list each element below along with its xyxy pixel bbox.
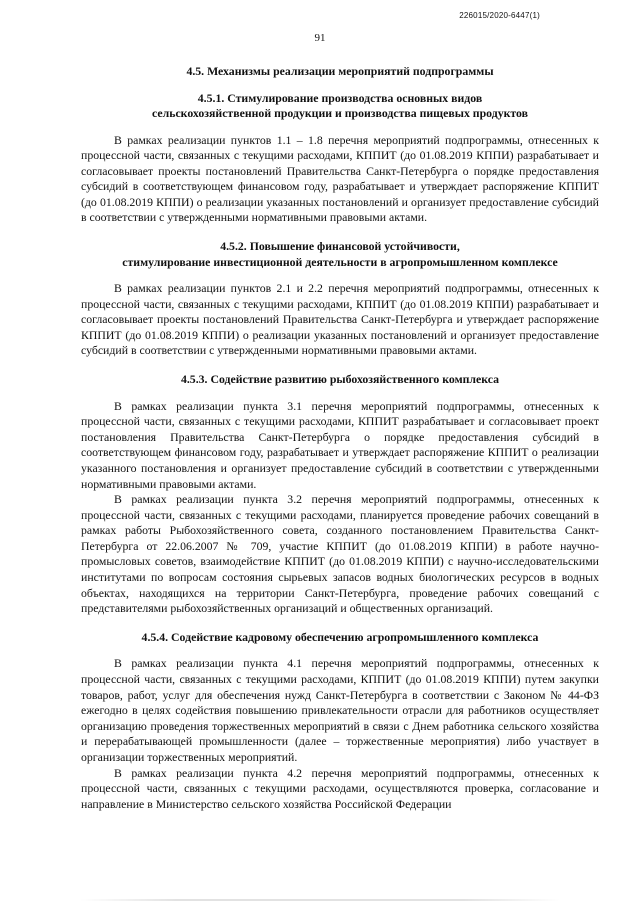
subsection-4-5-1 <box>81 91 599 227</box>
section-title: 4.5. Механизмы реализации мероприятий подпрограммы <box>186 64 494 78</box>
paragraph: В рамках реализации пунктов 1.1 – 1.8 перечня мероприятий подпрограммы, отнесенных к процессной части, связанных с текущими расходами, КППИТ (до 01.08.2019 КППИ) разрабатывает и согласовывает проекты постановлений Правительства Санкт-Петербурга о порядке предоставления субсидий в соответствующем финансовом году, разрабатывает и утверждает распоряжение КППИТ (до 01.08.2019 КППИ) о реализации указанных постановлений и организует предоставление субсидий в соответствии с утвержденными нормативными правовыми актами. <box>81 132 599 225</box>
page-bottom-edge <box>80 899 560 901</box>
subsection-title-line: 4.5.2. Повышение финансовой устойчивости, <box>220 239 460 254</box>
subsection-4-5-4 <box>81 630 599 812</box>
subsection-title-line: сельскохозяйственной продукции и производства пищевых продуктов <box>151 106 529 120</box>
paragraph: В рамках реализации пунктов 2.1 и 2.2 перечня мероприятий подпрограммы, отнесенных к процессной части, связанных с текущими расходами, КППИТ (до 01.08.2019 КППИ) разрабатывает и согласовывает проекты постановлений Правительства Санкт-Петербурга и утверждает распоряжение КППИТ (до 01.08.2019 КППИ) о реализации указанных постановлений и организует предоставление субсидий в соответствии с утвержденными нормативными правовыми актами. <box>81 281 599 358</box>
subsection-title-line: 4.5.3. Содействие развитию рыбохозяйственного комплекса <box>180 372 500 387</box>
paragraph: В рамках реализации пункта 3.2 перечня мероприятий подпрограммы, отнесенных к процессной части, связанных с текущими расходами, планируется проведение рабочих совещаний в рамках работы Рыбохозяйственного совета, созданного постановлением Правительства Санкт-Петербурга от 22.06.2007 № 709, участие КППИТ (до 01.08.2019 КППИ) в работе научно-промысловых советов, взаимодействие КППИТ (до 01.08.2019 КППИ) с научно-исследовательскими институтами по вопросам состояния сырьевых запасов водных биологических ресурсов в водных объектах, находящихся на территории Санкт-Петербурга, проведение рабочих совещаний с представителями рыбохозяйственных организаций и общественных организаций. <box>81 492 599 616</box>
subsection-4-5-3 <box>81 372 599 617</box>
subsection-title-line: 4.5.4. Содействие кадровому обеспечению агропромышленного комплекса <box>141 629 539 644</box>
document-id: 226015/2020-6447(1) <box>459 11 540 20</box>
paragraph: В рамках реализации пункта 4.1 перечня мероприятий подпрограммы, отнесенных к процессной части, связанных с текущими расходами, КППИТ (до 01.08.2019 КППИ) путем закупки товаров, работ, услуг для обеспечения нужд Санкт-Петербурга в соответствии с Законом № 44-ФЗ ежегодно в целях содействия повышению привлекательности отрасли для работников осуществляет организацию проведения торжественных мероприятий в связи с Днем работника сельского хозяйства и перерабатывающей промышленности (далее – торжественные мероприятия) либо участвует в организации торжественных мероприятий. <box>81 656 599 764</box>
paragraph: В рамках реализации пункта 4.2 перечня мероприятий подпрограммы, отнесенных к процессной части, связанных с текущими расходами, осуществляются проверка, согласование и направление в Министерство сельского хозяйства Российской Федерации <box>81 765 599 811</box>
subsection-4-5-2 <box>81 239 599 359</box>
page-number: 91 <box>314 32 326 44</box>
subsection-title-line: 4.5.1. Стимулирование производства основных видов <box>197 90 483 105</box>
subsection-title-line: стимулирование инвестиционной деятельности в агропромышленном комплексе <box>122 254 558 269</box>
paragraph: В рамках реализации пункта 3.1 перечня мероприятий подпрограммы, отнесенных к процессной части, связанных с текущими расходами, КППИТ разрабатывает и согласовывает проект постановления Правительства Санкт-Петербурга о порядке предоставления субсидий в соответствующем финансовом году, разрабатывает и утверждает распоряжение КППИТ о реализации указанного постановления и организует предоставление субсидий в соответствии с утвержденными нормативными правовыми актами. <box>81 398 599 491</box>
page-content <box>81 64 599 812</box>
